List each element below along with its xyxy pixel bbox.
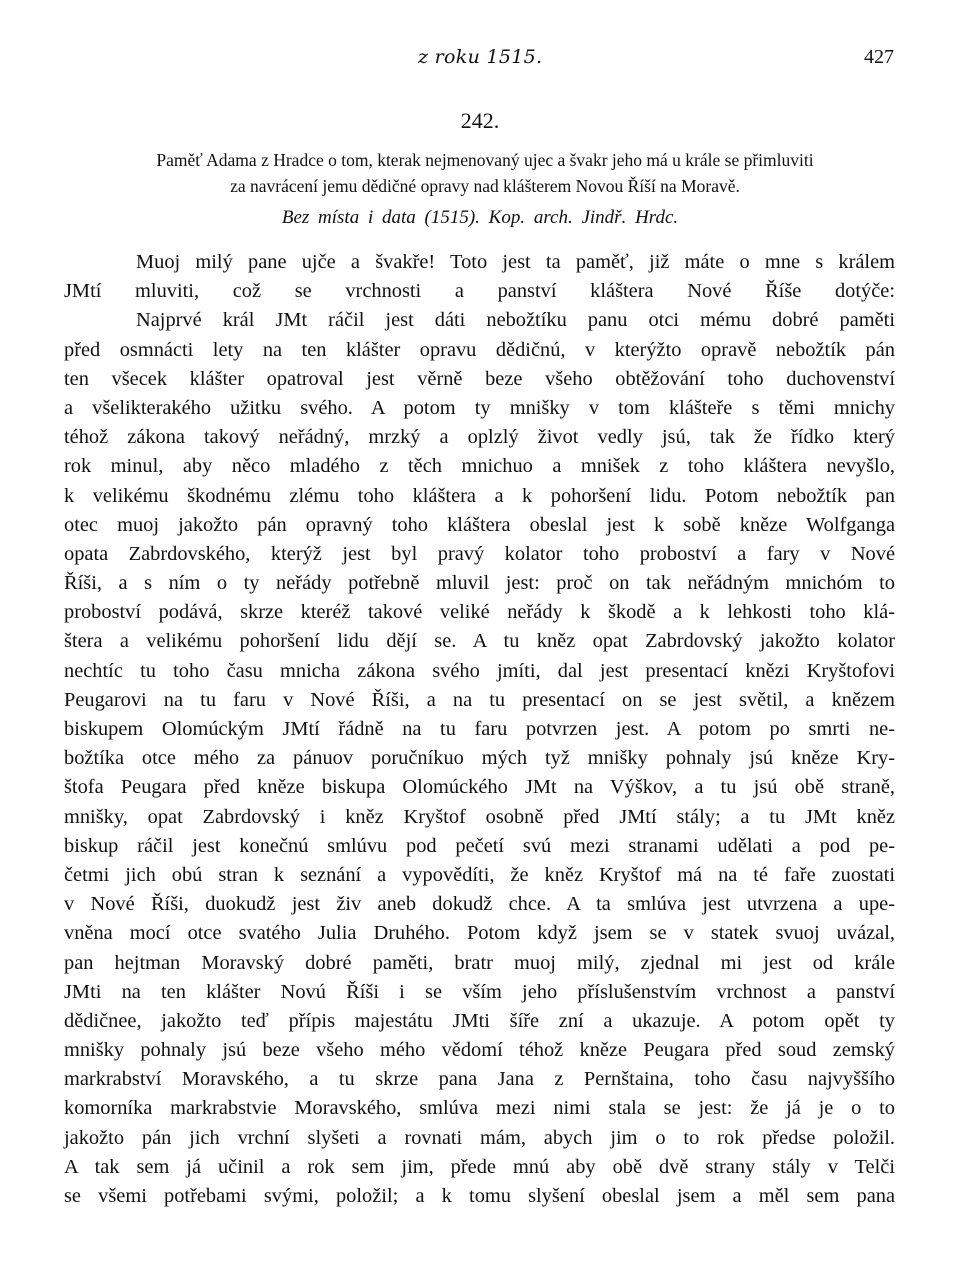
body-line: k velikému škodnému zlému toho kláštera a k pohoršení lidu. Potom nebožtík pan [64, 484, 895, 507]
body-line: rok minul, aby něco mladého z těch mnichuo a mnišek z toho kláštera nevyšlo, [64, 455, 895, 478]
body-line: vněna mocí otce svatého Julia Druhého. Potom když jsem se v statek svuoj uvázal, [64, 922, 895, 945]
running-title: z roku 1515. [418, 46, 543, 68]
body-line: a všelikterakého užitku svého. A potom ty mnišky v tom klášteře s těmi mnichy [64, 396, 895, 419]
document-number: 242. [460, 108, 500, 133]
document-heading [60, 147, 910, 199]
body-line: mnišky pohnaly jsú beze všeho mého vědomí téhož kněze Peugara před soud zemský [64, 1039, 895, 1062]
body-line: téhož zákona takový neřádný, mrzký a oplzlý život vedly jsú, tak že řídko který [64, 426, 895, 449]
body-line: Muoj milý pane ujče a švakře! Toto jest ta paměť, již máte o mne s králem [136, 251, 895, 273]
body-line: komorníka markrabstvie Moravského, smlúva mezi nimi stala se jest: že já je o to [64, 1097, 895, 1120]
source-note: Bez místa i data (1515). Kop. arch. Jindř. Hrdc. [281, 207, 679, 228]
body-line: jakožto pán jich vrchní slyšeti a rovnati mám, abych jim o to rok předse položil. [64, 1126, 895, 1149]
body-line: se všemi potřebami svými, položil; a k tomu slyšení obeslal jsem a měl sem pana [64, 1185, 895, 1207]
body-line: v Nové Říši, duokudž jest živ aneb dokudž chce. A ta smlúva jest utvrzena a upe- [64, 893, 895, 916]
body-line: štofa Peugara před kněze biskupa Olomúckého JMt na Výškov, a tu jsú obě straně, [64, 776, 895, 799]
body-line: otec muoj jakožto pán opravný toho kláštera obeslal jest k sobě kněze Wolfganga [64, 513, 895, 536]
body-line: pan hejtman Moravský dobré paměti, bratr muoj milý, zjednal mi jest od krále [64, 951, 895, 974]
body-line: dědičnee, jakožto teď přípis majestátu JMti šíře zní a ukazuje. A potom opět ty [64, 1009, 895, 1032]
body-line: JMtí mluviti, což se vrchnosti a panství kláštera Nové Říše dotýče: [64, 280, 895, 303]
body-line: biskup ráčil jest konečnú smlúvu pod pečetí svú mezi stranami udělati a pod pe- [64, 834, 895, 857]
page-number: 427 [864, 46, 894, 68]
body-line: opata Zabrdovského, kterýž jest byl pravý kolator toho proboství a fary v Nové [64, 542, 895, 565]
body-line: ten všecek klášter opatroval jest věrně beze všeho obtěžování toho duchovenství [64, 367, 895, 390]
running-head [0, 46, 960, 76]
body-line: božtíka otce mého za pánuov poručníkuo mých tyž mnišky pohnaly jsú kněze Kry- [64, 747, 895, 770]
body-line: před osmnácti lety na ten klášter opravu dědičnú, v kterýžto opravě nebožtík pán [64, 338, 895, 361]
body-line: štera a velikému pohoršení lidu dějí se. A tu kněz opat Zabrdovský jakožto kolator [64, 630, 895, 653]
body-line: mnišky, opat Zabrdovský i kněz Kryštof osobně před JMtí stály; a tu JMt kněz [64, 805, 895, 828]
body-text [64, 248, 895, 1211]
body-line: JMti na ten klášter Novú Říši i se vším jeho příslušenstvím vrchnost a panství [64, 980, 895, 1003]
body-line: nechtíc tu toho času mnicha zákona svého jmíti, dal jest presentací knězi Kryštofovi [64, 659, 895, 682]
body-line: Říši, a s ním o ty neřády potřebně mluvil jest: proč on tak neřádným mnichóm to [64, 572, 895, 595]
body-line: Najprvé král JMt ráčil jest dáti nebožtíku panu otci mému dobré paměti [136, 309, 895, 332]
heading-line: Paměť Adama z Hradce o tom, kterak nejmenovaný ujec a švakr jeho má u krále se přimluviti [156, 150, 814, 170]
body-line: A tak sem já učinil a rok sem jim, přede mnú aby obě dvě strany stály v Telči [64, 1155, 895, 1178]
body-line: Peugarovi na tu faru v Nové Říši, a na tu presentací on se jest světil, a knězem [64, 688, 895, 711]
body-line: markrabství Moravského, a tu skrze pana Jana z Pernštaina, toho času najvyššího [64, 1068, 895, 1091]
body-line: biskupem Olomúckým JMtí řádně na tu faru potvrzen jest. A potom po smrti ne- [64, 718, 895, 740]
body-line: četmi jich obú stran k seznání a vypovědíti, že kněz Kryštof má na té faře zuostati [64, 863, 895, 886]
heading-line: za navrácení jemu dědičné opravy nad klášterem Novou Říší na Moravě. [230, 176, 740, 196]
body-line: proboství podává, skrze kteréž takové veliké neřády k škodě a k lehkosti toho klá- [64, 601, 895, 624]
